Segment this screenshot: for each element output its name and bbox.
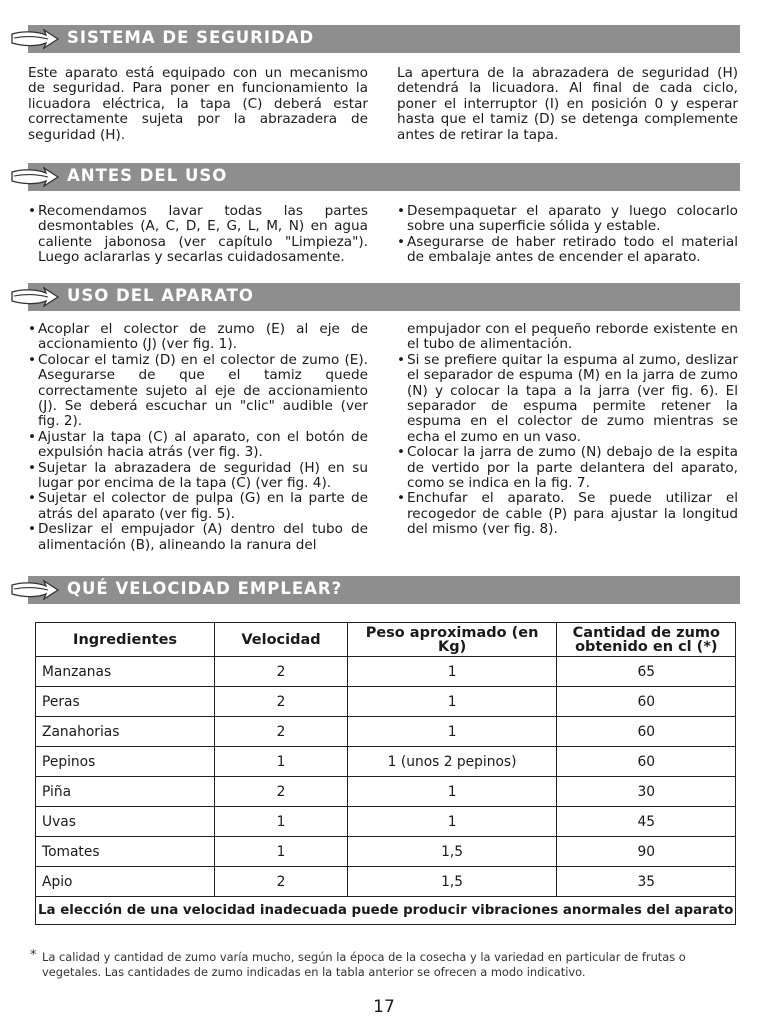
- column-header: Ingredientes: [36, 623, 215, 657]
- cell-weight: 1: [347, 777, 556, 807]
- cell-speed: 2: [215, 657, 348, 687]
- cell-ingredient: Piña: [36, 777, 215, 807]
- cell-speed: 1: [215, 747, 348, 777]
- cell-speed: 2: [215, 867, 348, 897]
- table-row: [36, 747, 736, 777]
- list-item: • Si se prefiere quitar la espuma al zumo, deslizar el separador de espuma (M) en la jarra de zumo (N) y colocar la tapa a la jarra (ver fig. 6). El separador de espuma permite retener la espuma en el colector de zumo mientras se echa el zumo en un vaso.: [397, 353, 738, 445]
- warning-text: La elección de una velocidad inadecuada puede producir vibraciones anormales del aparato: [36, 897, 736, 925]
- cell-ingredient: Apio: [36, 867, 215, 897]
- list-item: • Desempaquetar el aparato y luego colocarlo sobre una superficie sólida y estable.: [397, 204, 738, 235]
- list-item: • Colocar la jarra de zumo (N) debajo de la espita de vertido por la parte delantera del aparato, como se indica en la fig. 7.: [397, 445, 738, 491]
- column-header: Cantidad de zumo obtenido en cl (*): [557, 623, 736, 657]
- table-row: [36, 717, 736, 747]
- footnote-text: La calidad y cantidad de zumo varía mucho, según la época de la cosecha y la variedad en particular de frutas o vegetales. Las cantidades de zumo indicadas en la tabla anterior se ofrecen a modo indicativo.: [42, 950, 686, 979]
- cell-juice: 45: [557, 807, 736, 837]
- speed-table: [35, 622, 736, 925]
- cell-juice: 60: [557, 747, 736, 777]
- page-number: 17: [373, 997, 395, 1017]
- footnote-marker: *: [30, 948, 37, 963]
- cell-juice: 30: [557, 777, 736, 807]
- cell-juice: 35: [557, 867, 736, 897]
- section-title: USO DEL APARATO: [67, 286, 254, 305]
- list-item: • Sujetar el colector de pulpa (G) en la parte de atrás del aparato (ver fig. 5).: [28, 491, 368, 522]
- table-row: [36, 657, 736, 687]
- cell-speed: 1: [215, 807, 348, 837]
- section-title: QUÉ VELOCIDAD EMPLEAR?: [67, 579, 343, 598]
- table-row: [36, 837, 736, 867]
- cell-ingredient: Peras: [36, 687, 215, 717]
- list-item: • Enchufar el aparato. Se puede utilizar el recogedor de cable (P) para ajustar la longitud del mismo (ver fig. 8).: [397, 491, 738, 537]
- cell-speed: 2: [215, 777, 348, 807]
- table-row: [36, 867, 736, 897]
- cell-juice: 90: [557, 837, 736, 867]
- footnote: [30, 950, 730, 980]
- table-header-row: [36, 623, 736, 657]
- list-item: • Sujetar la abrazadera de seguridad (H) en su lugar por encima de la tapa (C) (ver fig. 4).: [28, 461, 368, 492]
- double-arrow-icon: [10, 28, 60, 50]
- section-header-antes: [10, 163, 740, 191]
- column-header: Velocidad: [215, 623, 348, 657]
- cell-weight: 1: [347, 807, 556, 837]
- section-title: SISTEMA DE SEGURIDAD: [67, 28, 315, 47]
- double-arrow-icon: [10, 166, 60, 188]
- cell-speed: 2: [215, 717, 348, 747]
- list-item: • Colocar el tamiz (D) en el colector de zumo (E). Asegurarse de que el tamiz quede correctamente sujeto al eje de accionamiento (J). Se deberá escuchar un "clic" audible (ver fig. 2).: [28, 353, 368, 430]
- table-row: [36, 777, 736, 807]
- section-title: ANTES DEL USO: [67, 166, 228, 185]
- cell-weight: 1: [347, 717, 556, 747]
- cell-ingredient: Manzanas: [36, 657, 215, 687]
- double-arrow-icon: [10, 286, 60, 308]
- list-item-continuation: empujador con el pequeño reborde existente en el tubo de alimentación.: [407, 321, 738, 353]
- seguridad-left: [28, 66, 368, 143]
- double-arrow-icon: [10, 579, 60, 601]
- list-item: • Acoplar el colector de zumo (E) al eje de accionamiento (J) (ver fig. 1).: [28, 322, 368, 353]
- cell-weight: 1: [347, 687, 556, 717]
- cell-weight: 1 (unos 2 pepinos): [347, 747, 556, 777]
- section-header-seguridad: [10, 25, 740, 53]
- cell-speed: 1: [215, 837, 348, 867]
- cell-speed: 2: [215, 687, 348, 717]
- table-row: [36, 807, 736, 837]
- cell-weight: 1,5: [347, 837, 556, 867]
- list-item: • Recomendamos lavar todas las partes desmontables (A, C, D, E, G, L, M, N) en agua caliente jabonosa (ver capítulo "Limpieza"). Luego aclararlas y secarlas cuidadosamente.: [28, 204, 368, 266]
- column-header: Peso aproximado (en Kg): [347, 623, 556, 657]
- cell-juice: 60: [557, 717, 736, 747]
- uso-right: [397, 322, 738, 538]
- cell-juice: 60: [557, 687, 736, 717]
- list-item: • Deslizar el empujador (A) dentro del tubo de alimentación (B), alineando la ranura del: [28, 522, 368, 553]
- cell-ingredient: Zanahorias: [36, 717, 215, 747]
- antes-left: [28, 204, 368, 266]
- list-item: • Asegurarse de haber retirado todo el material de embalaje antes de encender el aparato.: [397, 235, 738, 266]
- antes-right: [397, 204, 738, 266]
- paragraph: Este aparato está equipado con un mecanismo de seguridad. Para poner en funcionamiento la licuadora eléctrica, la tapa (C) deberá estar correctamente sujeta por la abrazadera de seguridad (H).: [28, 65, 368, 143]
- list-item: • Ajustar la tapa (C) al aparato, con el botón de expulsión hacia atrás (ver fig. 3).: [28, 430, 368, 461]
- seguridad-right: [397, 66, 738, 143]
- cell-ingredient: Uvas: [36, 807, 215, 837]
- paragraph: La apertura de la abrazadera de seguridad (H) detendrá la licuadora. Al final de cada ciclo, poner el interruptor (I) en posición 0 y esperar hasta que el tamiz (D) se detenga complemente antes de retirar la tapa.: [397, 65, 738, 143]
- cell-juice: 65: [557, 657, 736, 687]
- table-warning-row: [36, 897, 736, 925]
- cell-ingredient: Pepinos: [36, 747, 215, 777]
- uso-left: [28, 322, 368, 553]
- section-header-uso: [10, 283, 740, 311]
- cell-weight: 1: [347, 657, 556, 687]
- cell-weight: 1,5: [347, 867, 556, 897]
- cell-ingredient: Tomates: [36, 837, 215, 867]
- section-header-velocidad: [10, 576, 740, 604]
- table-row: [36, 687, 736, 717]
